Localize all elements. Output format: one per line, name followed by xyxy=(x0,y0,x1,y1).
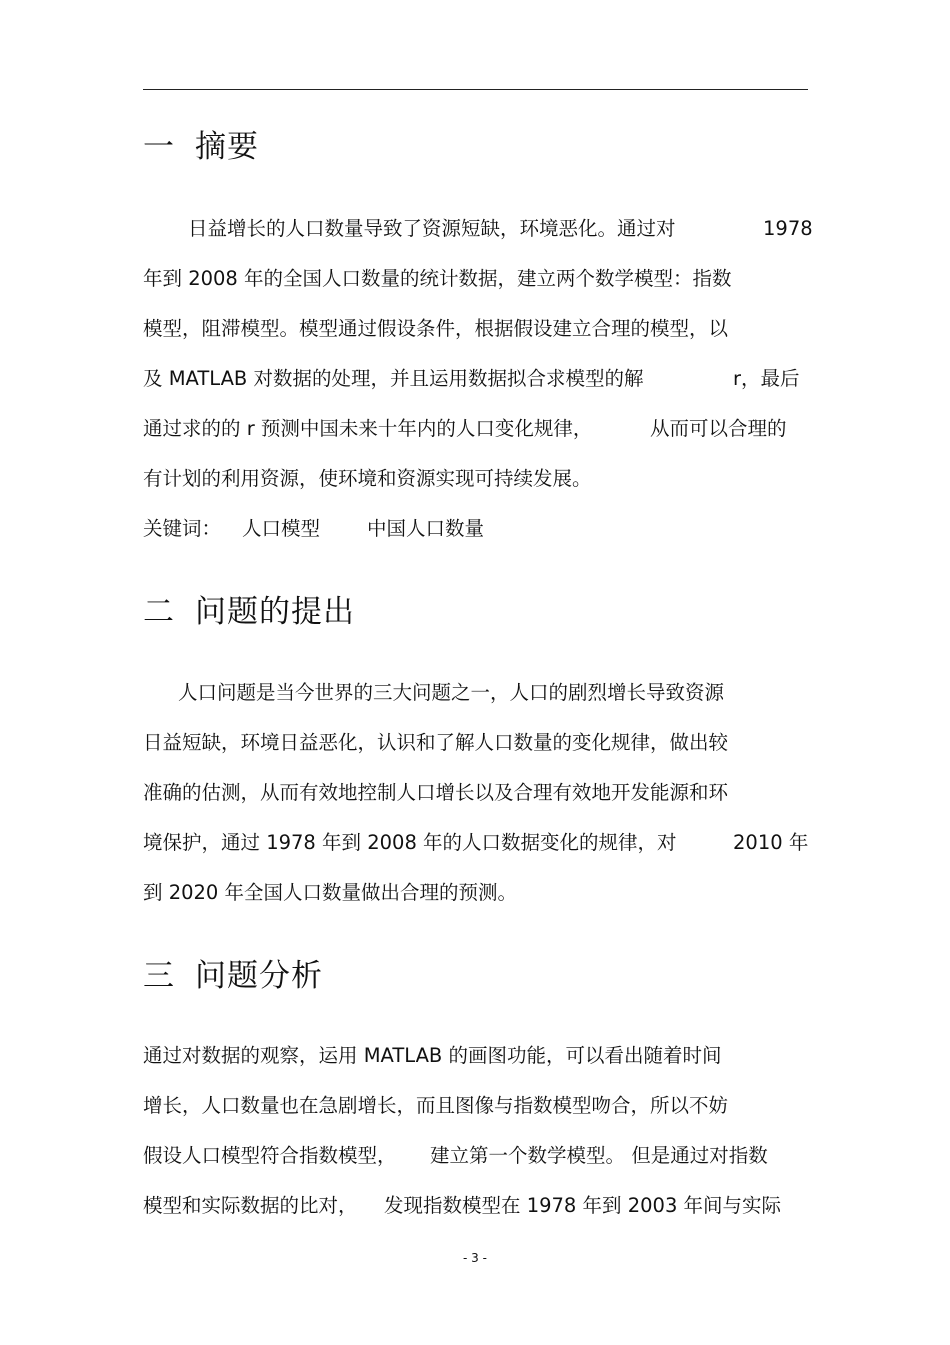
section-title: 问题分析 xyxy=(195,958,323,994)
keyword: 人口模型 xyxy=(242,517,321,540)
section-number: 三 xyxy=(143,958,175,994)
text-run: 日益增长的人口数量导致了资源短缺，环境恶化。通过对 xyxy=(188,217,676,240)
keywords-line xyxy=(143,516,221,542)
paragraph-line: 到 2020 年全国人口数量做出合理的预测。 xyxy=(143,881,518,904)
paragraph-line: 模型和实际数据的比对， xyxy=(143,1194,358,1217)
section-title: 问题的提出 xyxy=(195,594,355,630)
paragraph-line: 增长，人口数量也在急剧增长，而且图像与指数模型吻合，所以不妨 xyxy=(143,1094,729,1117)
page-number: - 3 - xyxy=(463,1251,487,1265)
paragraph-line: 假设人口模型符合指数模型， xyxy=(143,1144,397,1167)
section-heading-analysis xyxy=(143,956,323,996)
paragraph-line: 发现指数模型在 1978 年到 2003 年间与实际 xyxy=(384,1194,782,1217)
paragraph-line: 通过对数据的观察，运用 MATLAB 的画图功能，可以看出随着时间 xyxy=(143,1044,722,1067)
paragraph-line: 2010 年 xyxy=(733,831,809,854)
paragraph-line: 准确的估测，从而有效地控制人口增长以及合理有效地开发能源和环 xyxy=(143,781,729,804)
keyword: 中国人口数量 xyxy=(367,517,485,540)
paragraph-line: 境保护，通过 1978 年到 2008 年的人口数据变化的规律，对 xyxy=(143,831,677,854)
keywords-label: 关键词： xyxy=(143,517,222,540)
paragraph-line: 及 MATLAB 对数据的处理，并且运用数据拟合求模型的解 xyxy=(143,367,644,390)
paragraph-line: 建立第一个数学模型。 但是通过对指数 xyxy=(430,1144,768,1167)
paragraph-line xyxy=(188,216,676,242)
paragraph-line xyxy=(763,216,813,242)
paragraph-line: 日益短缺，环境日益恶化，认识和了解人口数量的变化规律，做出较 xyxy=(143,731,729,754)
paragraph-line: 有计划的利用资源，使环境和资源实现可持续发展。 xyxy=(143,467,592,490)
section-number: 二 xyxy=(143,594,175,630)
paragraph-line: 通过求的的 r 预测中国未来十年内的人口变化规律， xyxy=(143,417,593,440)
section-title: 摘要 xyxy=(195,129,259,165)
paragraph-line: 模型，阻滞模型。模型通过假设条件，根据假设建立合理的模型，以 xyxy=(143,317,729,340)
paragraph-line: 从而可以合理的 xyxy=(650,417,787,440)
paragraph-line: 人口问题是当今世界的三大问题之一，人口的剧烈增长导致资源 xyxy=(178,681,725,704)
section-number: 一 xyxy=(143,129,175,165)
text-run: 1978 xyxy=(763,217,813,240)
paragraph-line: r，最后 xyxy=(733,367,800,390)
paragraph-line: 年到 2008 年的全国人口数量的统计数据，建立两个数学模型：指数 xyxy=(143,267,732,290)
section-heading-problem xyxy=(143,592,355,632)
section-heading-abstract xyxy=(143,127,259,167)
header-rule xyxy=(143,89,808,90)
